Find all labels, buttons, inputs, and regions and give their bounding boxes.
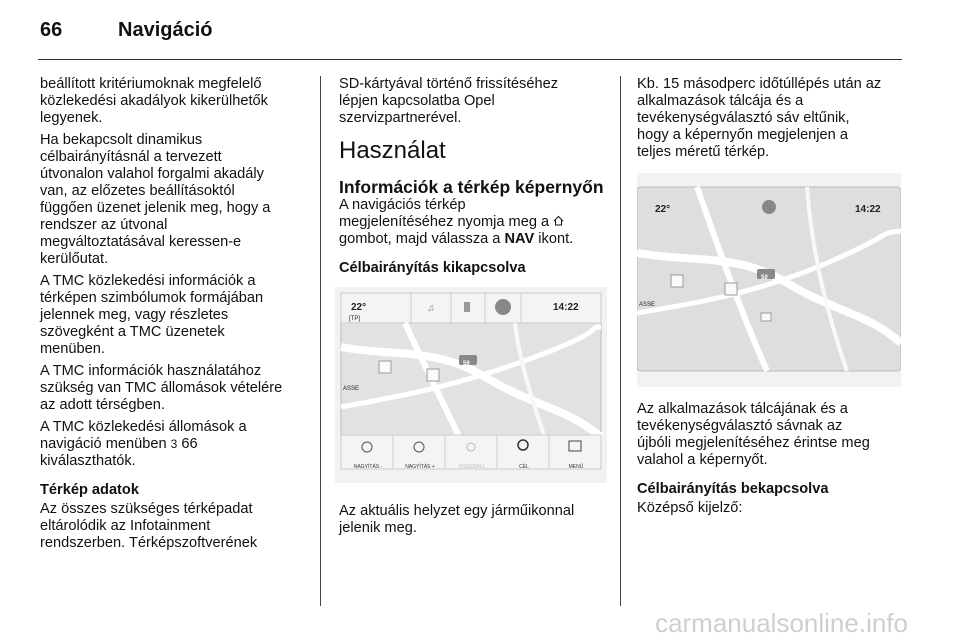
paragraph xyxy=(637,76,907,161)
svg-text:♫: ♫ xyxy=(427,303,435,314)
text-line: az adott térségben. xyxy=(40,397,165,413)
text-line: hogy a képernyőn megjelenjen a xyxy=(637,127,848,143)
text-line: tevékenységválasztó sávnak az xyxy=(637,418,843,434)
subheading-text: Térkép adatok xyxy=(40,482,139,498)
page-reference[interactable]: 66 xyxy=(181,436,198,452)
text-line: A navigációs térkép xyxy=(339,197,466,213)
text-line: eltárolódik az Infotainment xyxy=(40,518,211,534)
paragraph xyxy=(40,132,308,268)
nav-label: NAV xyxy=(504,231,535,247)
text-line: szövegként a TMC üzenetek xyxy=(40,324,225,340)
text-line: A TMC információk használatához xyxy=(40,363,262,379)
subheading-text: Célbairányítás bekapcsolva xyxy=(637,481,829,497)
text-fragment: megjelenítéséhez nyomja meg a xyxy=(339,214,550,230)
text-line: szükség van TMC állomások vételére xyxy=(40,380,283,396)
clock-readout: 14:22 xyxy=(553,302,579,313)
text-line: menüben. xyxy=(40,341,105,357)
text-line: újbóli megjelenítéséhez érintse meg xyxy=(637,435,870,451)
text-line: van, az előzetes beállításoktól xyxy=(40,183,235,199)
page-number: 66 xyxy=(40,19,63,41)
road-number: 59 xyxy=(761,275,768,281)
text-line: szervizpartnerével. xyxy=(339,110,462,126)
full-map-illustration xyxy=(637,173,901,387)
text-line: beállított kritériumoknak megfelelő xyxy=(40,76,262,92)
text-line: megváltoztatásával keressen-e xyxy=(40,234,242,250)
text-line: legyenek. xyxy=(40,110,103,126)
paragraph xyxy=(40,501,308,552)
text-line: tevékenységválasztó sáv eltűnik, xyxy=(637,110,850,126)
place-label: ASSE xyxy=(343,386,360,392)
text-fragment: ikont. xyxy=(538,231,574,247)
place-label: ASSE xyxy=(639,302,656,308)
text-line: Kb. 15 másodperc időtúllépés után az xyxy=(637,76,882,92)
text-line: Az összes szükséges térképadat xyxy=(40,501,253,517)
subheading xyxy=(40,482,308,499)
paragraph xyxy=(40,76,308,127)
text-line: Középső kijelző: xyxy=(637,500,743,516)
text-line: rendszer az útvonal xyxy=(40,217,168,233)
paragraph xyxy=(339,197,611,248)
paragraph xyxy=(40,419,308,470)
zoom-in-button[interactable]: NAGYÍTÁS + xyxy=(405,464,435,470)
text-line: kerülőutat. xyxy=(40,251,109,267)
paragraph xyxy=(637,401,907,469)
clock-readout: 14:22 xyxy=(855,204,881,215)
subheading xyxy=(637,481,907,498)
text-line xyxy=(339,231,611,248)
watermark: carmanualsonline.info xyxy=(655,608,908,638)
chapter-title: Navigáció xyxy=(118,19,213,41)
subheading xyxy=(339,260,611,277)
subheading-text: Célbairányítás kikapcsolva xyxy=(339,260,526,276)
text-line: jelenik meg. xyxy=(339,520,417,536)
column-divider-1 xyxy=(320,76,321,606)
text-line: A TMC közlekedési információk a xyxy=(40,273,256,289)
text-line: jelennek meg, vagy részletes xyxy=(40,307,229,323)
nav-screen-illustration xyxy=(335,287,605,483)
page-ref-arrow: 3 xyxy=(170,437,178,451)
map-graphic xyxy=(335,287,607,483)
text-line: A TMC közlekedési állomások a xyxy=(40,419,247,435)
text-line: SD-kártyával történő frissítéséhez xyxy=(339,76,558,92)
paragraph xyxy=(637,500,907,517)
temperature-readout: 22° xyxy=(351,302,367,313)
paragraph xyxy=(40,273,308,358)
text-line: útvonalon valahol forgalmi akadály xyxy=(40,166,264,182)
text-line: célbairányításnál a tervezett xyxy=(40,149,222,165)
destination-button[interactable]: CÉL xyxy=(519,464,529,470)
menu-button[interactable]: MENÜ xyxy=(568,464,584,470)
road-number: 59 xyxy=(463,361,470,367)
text-line: teljes méretű térkép. xyxy=(637,144,770,160)
text-line: közlekedési akadályok kikerülhetők xyxy=(40,93,268,109)
text-line xyxy=(40,436,308,453)
paragraph xyxy=(339,76,611,127)
zoom-out-button[interactable]: NAGYÍTÁS - xyxy=(353,464,383,470)
header-rule xyxy=(38,59,902,60)
reset-button[interactable]: VISSZAÁLL xyxy=(458,464,486,470)
text-line: Az alkalmazások tálcájának és a xyxy=(637,401,848,417)
home-icon xyxy=(553,214,564,231)
text-line: Ha bekapcsolt dinamikus xyxy=(40,132,203,148)
section-heading: Használat xyxy=(339,137,446,164)
page-header xyxy=(0,0,960,62)
subsection-heading: Információk a térkép képernyőn xyxy=(339,177,604,197)
text-line xyxy=(339,214,611,231)
column-divider-2 xyxy=(620,76,621,606)
text-line: Az aktuális helyzet egy járműikonnal xyxy=(339,503,575,519)
tp-indicator: [TP] xyxy=(349,316,361,322)
column-2 xyxy=(339,76,611,542)
column-3 xyxy=(637,76,907,522)
text-line: kiválaszthatók. xyxy=(40,453,136,469)
paragraph xyxy=(40,363,308,414)
text-fragment: navigáció menüben xyxy=(40,436,167,452)
caption xyxy=(339,503,611,537)
text-line: rendszerben. Térképszoftverének xyxy=(40,535,258,551)
text-line: függően üzenet jelenik meg, hogy a xyxy=(40,200,271,216)
text-line: valahol a képernyőt. xyxy=(637,452,768,468)
text-line: alkalmazások tálcája és a xyxy=(637,93,804,109)
text-line: térképen szimbólumok formájában xyxy=(40,290,264,306)
temperature-readout: 22° xyxy=(655,204,671,215)
column-1 xyxy=(40,76,308,557)
text-line: lépjen kapcsolatba Opel xyxy=(339,93,495,109)
text-fragment: gombot, majd válassza a xyxy=(339,231,501,247)
